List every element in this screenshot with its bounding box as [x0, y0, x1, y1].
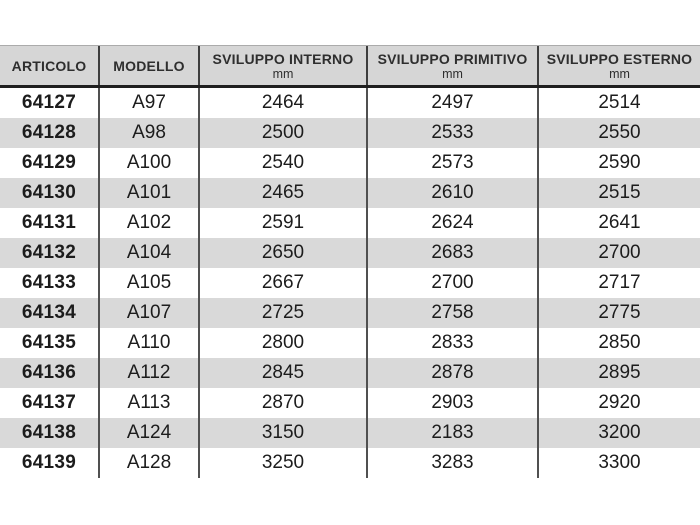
table-row [0, 298, 700, 328]
column-unit: mm [609, 66, 630, 81]
table-row [0, 88, 700, 118]
cell-sviluppo-primitivo: 2573 [366, 148, 537, 178]
cell-sviluppo-primitivo: 2700 [366, 268, 537, 298]
cell-sviluppo-interno: 2667 [198, 268, 366, 298]
table-row [0, 328, 700, 358]
table-body [0, 88, 700, 478]
column-header-sviluppo-esterno [537, 46, 700, 85]
table-header-row [0, 45, 700, 88]
cell-sviluppo-esterno: 2590 [537, 148, 700, 178]
column-header-articolo [0, 46, 98, 85]
cell-sviluppo-interno: 3250 [198, 448, 366, 478]
cell-sviluppo-interno: 2591 [198, 208, 366, 238]
cell-sviluppo-primitivo: 2833 [366, 328, 537, 358]
cell-sviluppo-primitivo: 2878 [366, 358, 537, 388]
cell-sviluppo-interno: 2465 [198, 178, 366, 208]
table-row [0, 418, 700, 448]
cell-sviluppo-esterno: 2895 [537, 358, 700, 388]
cell-modello: A105 [98, 268, 198, 298]
cell-articolo: 64131 [21, 212, 77, 233]
cell-sviluppo-interno: 2725 [198, 298, 366, 328]
cell-articolo: 64136 [21, 362, 77, 383]
cell-sviluppo-primitivo: 3283 [366, 448, 537, 478]
cell-sviluppo-primitivo: 2183 [366, 418, 537, 448]
cell-modello: A101 [98, 178, 198, 208]
cell-sviluppo-interno: 2845 [198, 358, 366, 388]
cell-modello: A97 [98, 88, 198, 118]
cell-sviluppo-primitivo: 2903 [366, 388, 537, 418]
column-label: SVILUPPO INTERNO [212, 50, 354, 67]
cell-sviluppo-interno: 3150 [198, 418, 366, 448]
column-unit: mm [272, 66, 294, 81]
cell-articolo: 64130 [21, 182, 77, 203]
column-header-modello [98, 46, 198, 85]
column-header-sviluppo-interno [198, 46, 366, 85]
cell-sviluppo-interno: 2870 [198, 388, 366, 418]
cell-articolo: 64137 [21, 392, 77, 413]
column-unit: mm [442, 66, 463, 81]
table-row [0, 448, 700, 478]
table-row [0, 268, 700, 298]
column-label: MODELLO [113, 57, 185, 74]
cell-sviluppo-primitivo: 2533 [366, 118, 537, 148]
table-row [0, 388, 700, 418]
cell-sviluppo-esterno: 2850 [537, 328, 700, 358]
cell-sviluppo-primitivo: 2683 [366, 238, 537, 268]
column-label: ARTICOLO [11, 57, 87, 74]
cell-sviluppo-esterno: 3300 [537, 448, 700, 478]
cell-modello: A107 [98, 298, 198, 328]
table-row [0, 178, 700, 208]
table-row [0, 208, 700, 238]
product-table [0, 45, 700, 478]
cell-modello: A112 [98, 358, 198, 388]
cell-articolo: 64138 [21, 422, 77, 443]
cell-sviluppo-primitivo: 2610 [366, 178, 537, 208]
cell-modello: A128 [98, 448, 198, 478]
cell-sviluppo-interno: 2800 [198, 328, 366, 358]
cell-sviluppo-esterno: 2700 [537, 238, 700, 268]
cell-articolo: 64127 [21, 92, 77, 113]
cell-modello: A98 [98, 118, 198, 148]
cell-sviluppo-esterno: 2641 [537, 208, 700, 238]
cell-modello: A104 [98, 238, 198, 268]
table-row [0, 118, 700, 148]
cell-sviluppo-esterno: 2717 [537, 268, 700, 298]
cell-sviluppo-esterno: 2775 [537, 298, 700, 328]
cell-modello: A113 [98, 388, 198, 418]
cell-sviluppo-esterno: 2550 [537, 118, 700, 148]
table-row [0, 148, 700, 178]
table-row [0, 358, 700, 388]
cell-articolo: 64139 [21, 452, 77, 473]
cell-articolo: 64132 [21, 242, 77, 263]
cell-modello: A102 [98, 208, 198, 238]
cell-sviluppo-interno: 2500 [198, 118, 366, 148]
column-label: SVILUPPO PRIMITIVO [377, 50, 528, 67]
cell-sviluppo-primitivo: 2497 [366, 88, 537, 118]
cell-modello: A110 [98, 328, 198, 358]
cell-sviluppo-esterno: 2515 [537, 178, 700, 208]
column-header-sviluppo-primitivo [366, 46, 537, 85]
cell-articolo: 64135 [21, 332, 77, 353]
cell-modello: A124 [98, 418, 198, 448]
cell-sviluppo-primitivo: 2758 [366, 298, 537, 328]
cell-sviluppo-primitivo: 2624 [366, 208, 537, 238]
cell-sviluppo-esterno: 2514 [537, 88, 700, 118]
cell-articolo: 64128 [21, 122, 77, 143]
cell-sviluppo-esterno: 3200 [537, 418, 700, 448]
cell-sviluppo-esterno: 2920 [537, 388, 700, 418]
cell-sviluppo-interno: 2464 [198, 88, 366, 118]
column-label: SVILUPPO ESTERNO [546, 50, 693, 67]
cell-sviluppo-interno: 2540 [198, 148, 366, 178]
cell-articolo: 64133 [21, 272, 77, 293]
cell-sviluppo-interno: 2650 [198, 238, 366, 268]
cell-articolo: 64129 [21, 152, 77, 173]
cell-articolo: 64134 [21, 302, 77, 323]
table-row [0, 238, 700, 268]
cell-modello: A100 [98, 148, 198, 178]
